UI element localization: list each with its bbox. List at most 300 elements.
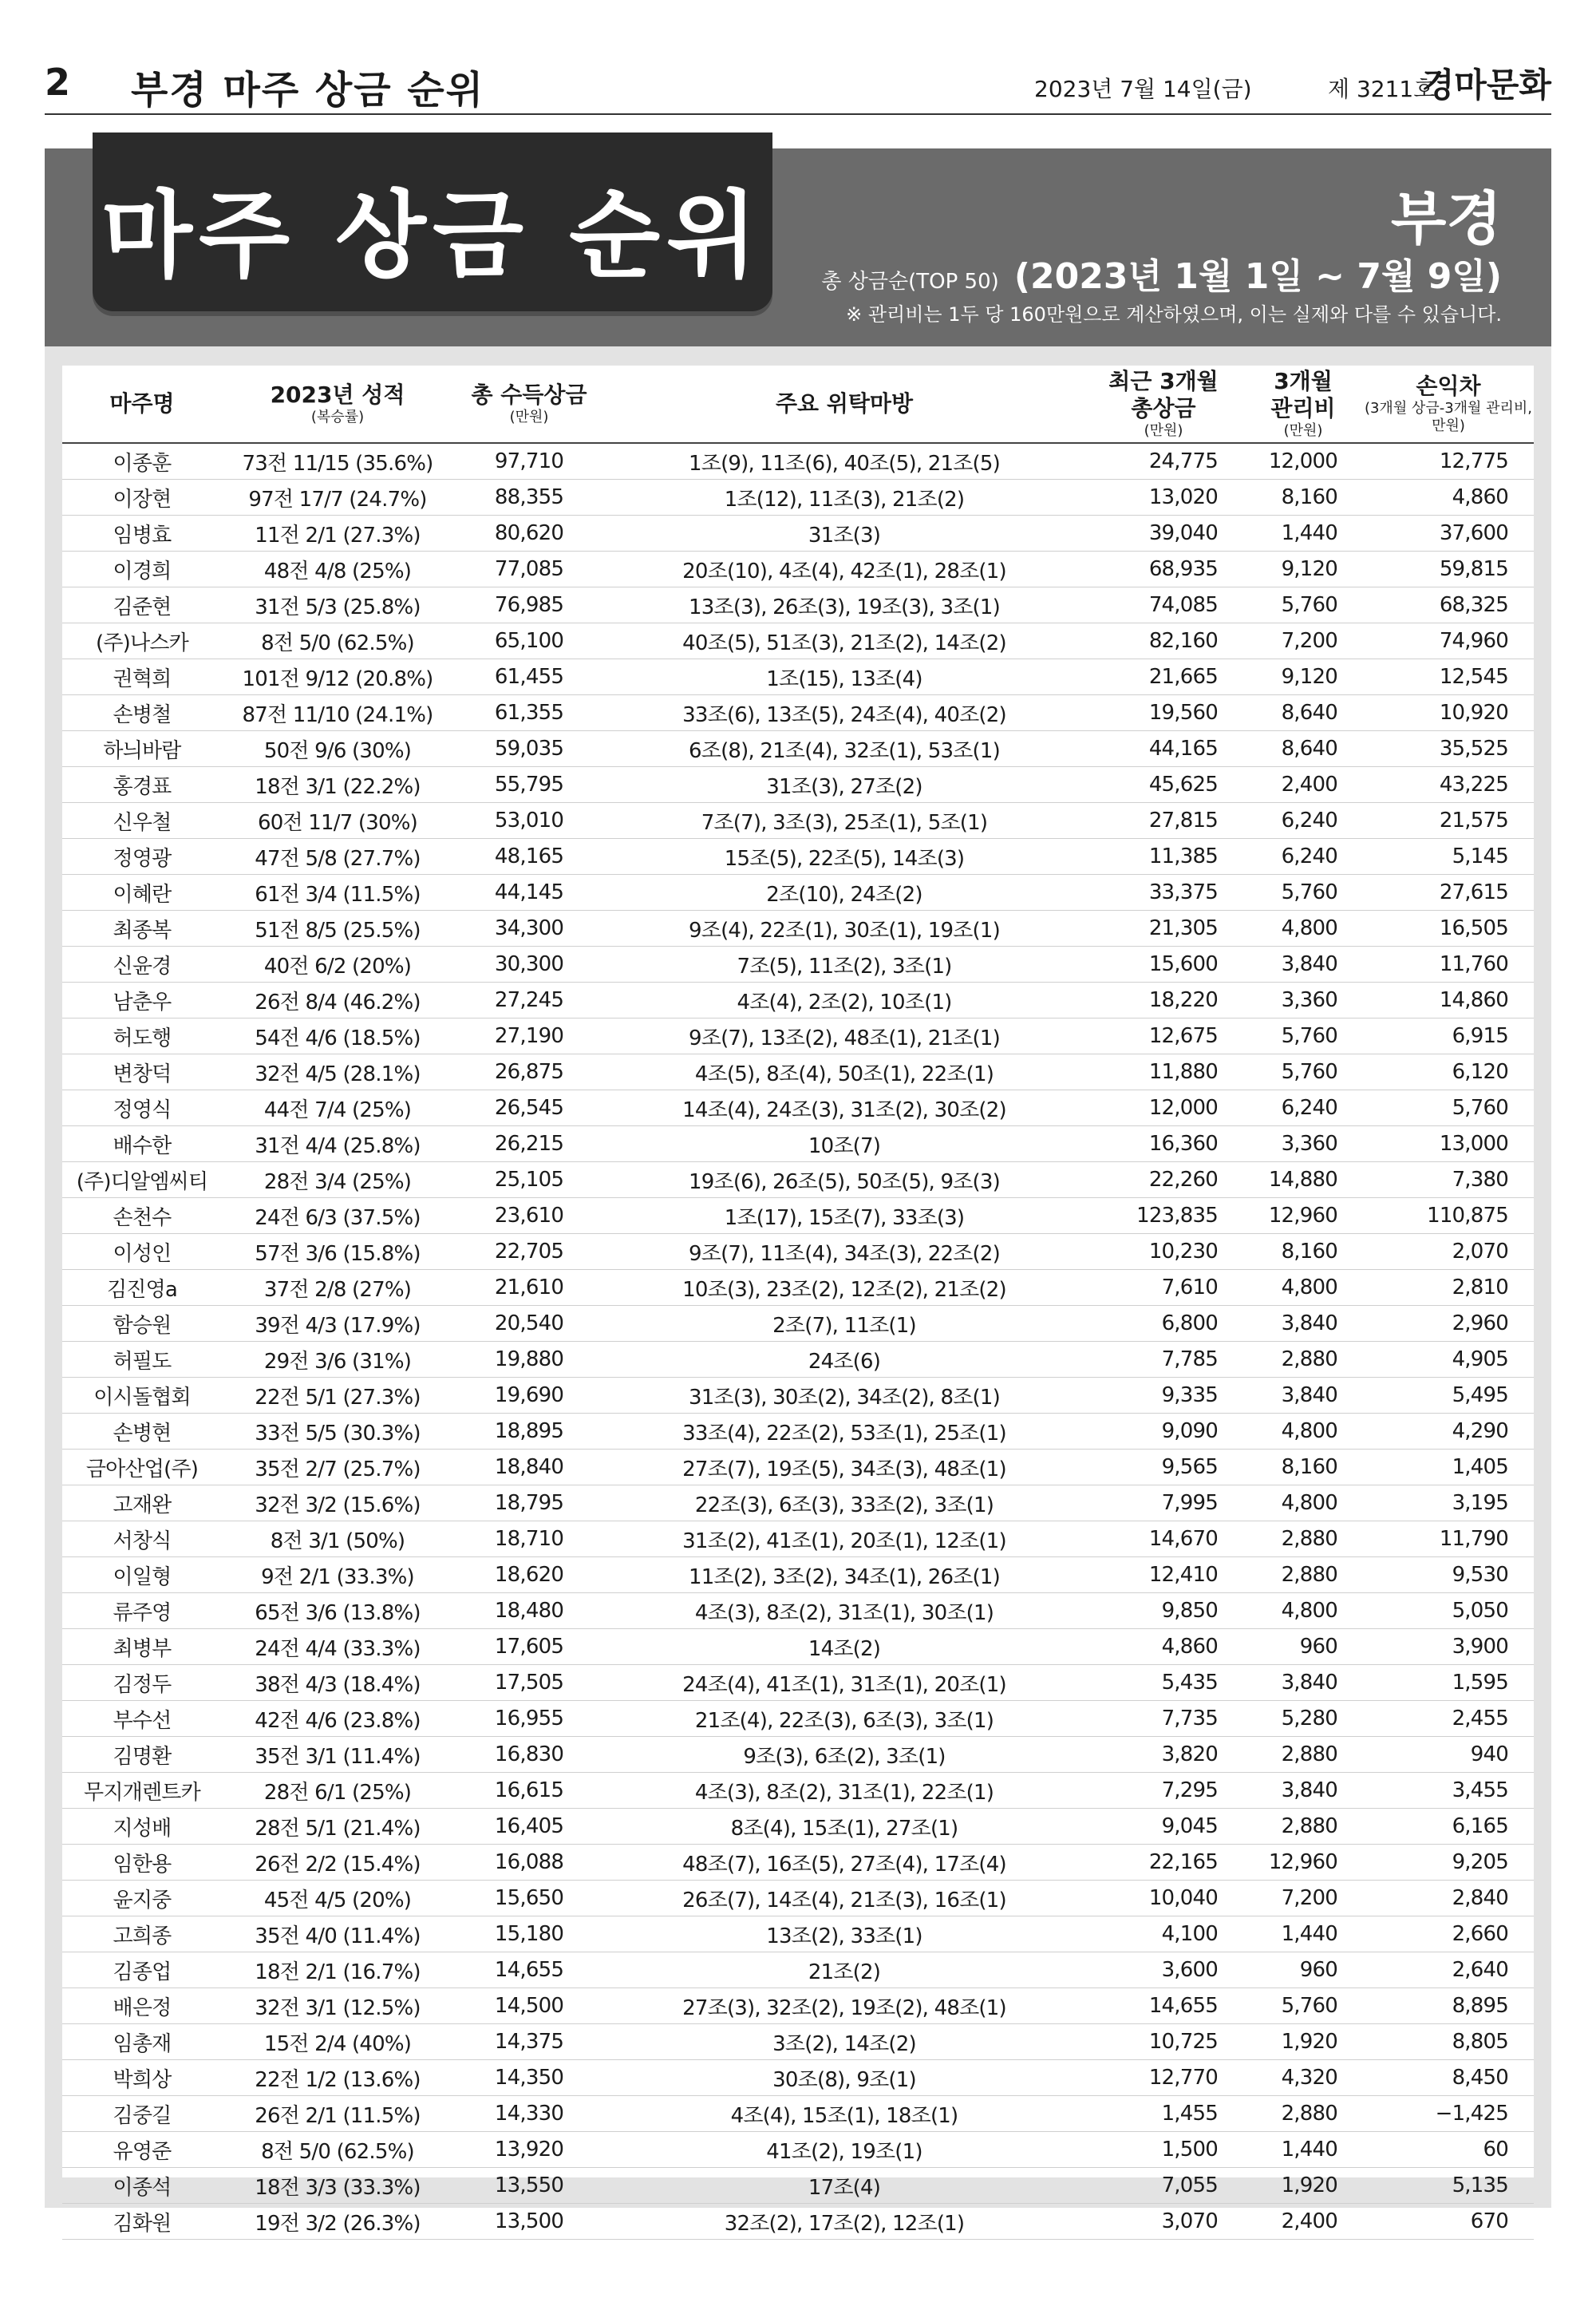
table-row [62,1450,1534,1485]
profit-cell: 110,875 [1363,1198,1534,1234]
fee-cell: 3,840 [1243,1665,1363,1701]
owner-name-cell: 이종훈 [62,443,222,480]
table-row [62,767,1534,803]
table-row [62,1557,1534,1593]
owner-name-cell: 정영광 [62,839,222,875]
owner-name-cell: 이일형 [62,1557,222,1593]
stables-cell: 2조(10), 24조(2) [605,875,1084,911]
table-row [62,1198,1534,1234]
profit-cell: 8,895 [1363,1988,1534,2024]
total-prize-cell: 76,985 [453,587,605,623]
profit-cell: 5,145 [1363,839,1534,875]
col-recent-3mo-prize: 최근 3개월 총상금 (만원) [1084,366,1243,443]
stables-cell: 27조(7), 19조(5), 34조(3), 48조(1) [605,1450,1084,1485]
fee-cell: 8,160 [1243,1234,1363,1270]
table-row [62,1665,1534,1701]
stables-cell: 17조(4) [605,2168,1084,2204]
stables-cell: 1조(12), 11조(3), 21조(2) [605,480,1084,516]
owner-name-cell: 무지개렌트카 [62,1773,222,1809]
total-prize-cell: 80,620 [453,516,605,552]
fee-cell: 2,880 [1243,1342,1363,1378]
record-cell: 47전 5/8 (27.7%) [222,839,453,875]
recent-prize-cell: 4,100 [1084,1916,1243,1952]
stables-cell: 9조(4), 22조(1), 30조(1), 19조(1) [605,911,1084,947]
owner-name-cell: 이경희 [62,552,222,587]
owner-name-cell: 허도행 [62,1018,222,1054]
total-prize-cell: 17,505 [453,1665,605,1701]
recent-prize-cell: 7,610 [1084,1270,1243,1306]
table-row [62,1162,1534,1198]
col-3mo-fee: 3개월 관리비 (만원) [1243,366,1363,443]
region-label: 부경 [1390,185,1502,252]
col-owner-name: 마주명 [62,366,222,443]
record-cell: 24전 4/4 (33.3%) [222,1629,453,1665]
table-row [62,1809,1534,1845]
table-panel [62,366,1534,2236]
total-prize-cell: 18,895 [453,1414,605,1450]
profit-cell: 2,070 [1363,1234,1534,1270]
recent-prize-cell: 3,070 [1084,2204,1243,2240]
table-row [62,1054,1534,1090]
profit-cell: 5,760 [1363,1090,1534,1126]
fee-cell: 6,240 [1243,803,1363,839]
record-cell: 26전 2/2 (15.4%) [222,1845,453,1881]
record-cell: 22전 1/2 (13.6%) [222,2060,453,2096]
total-prize-cell: 53,010 [453,803,605,839]
record-cell: 45전 4/5 (20%) [222,1881,453,1916]
period-line [821,247,1502,299]
table-row [62,1414,1534,1450]
recent-prize-cell: 13,020 [1084,480,1243,516]
recent-prize-cell: 16,360 [1084,1126,1243,1162]
fee-cell: 1,440 [1243,2132,1363,2168]
owner-name-cell: 윤지중 [62,1881,222,1916]
table-row [62,1773,1534,1809]
profit-cell: 14,860 [1363,983,1534,1018]
recent-prize-cell: 12,000 [1084,1090,1243,1126]
total-prize-cell: 25,105 [453,1162,605,1198]
record-cell: 44전 7/4 (25%) [222,1090,453,1126]
record-cell: 31전 4/4 (25.8%) [222,1126,453,1162]
recent-prize-cell: 10,230 [1084,1234,1243,1270]
total-prize-cell: 13,550 [453,2168,605,2204]
recent-prize-cell: 27,815 [1084,803,1243,839]
stables-cell: 22조(3), 6조(3), 33조(2), 3조(1) [605,1485,1084,1521]
period-label: 총 상금순(TOP 50) [821,270,999,294]
stables-cell: 9조(3), 6조(2), 3조(1) [605,1737,1084,1773]
owner-name-cell: 손천수 [62,1198,222,1234]
fee-cell: 2,880 [1243,1737,1363,1773]
profit-cell: 3,195 [1363,1485,1534,1521]
profit-cell: 59,815 [1363,552,1534,587]
owner-name-cell: 배은정 [62,1988,222,2024]
stables-cell: 9조(7), 11조(4), 34조(3), 22조(2) [605,1234,1084,1270]
total-prize-cell: 16,088 [453,1845,605,1881]
record-cell: 28전 5/1 (21.4%) [222,1809,453,1845]
table-row [62,2096,1534,2132]
owner-name-cell: 부수선 [62,1701,222,1737]
owner-name-cell: 임총재 [62,2024,222,2060]
page-header [45,56,1551,115]
total-prize-cell: 15,180 [453,1916,605,1952]
record-cell: 18전 2/1 (16.7%) [222,1952,453,1988]
col-2023-record: 2023년 성적 (복승률) [222,366,453,443]
recent-prize-cell: 22,260 [1084,1162,1243,1198]
total-prize-cell: 65,100 [453,623,605,659]
recent-prize-cell: 82,160 [1084,623,1243,659]
profit-cell: 940 [1363,1737,1534,1773]
owner-name-cell: 김명환 [62,1737,222,1773]
record-cell: 35전 4/0 (11.4%) [222,1916,453,1952]
profit-cell: 37,600 [1363,516,1534,552]
table-row [62,1701,1534,1737]
fee-cell: 3,360 [1243,983,1363,1018]
stables-cell: 48조(7), 16조(5), 27조(4), 17조(4) [605,1845,1084,1881]
recent-prize-cell: 3,820 [1084,1737,1243,1773]
profit-cell: 3,900 [1363,1629,1534,1665]
record-cell: 87전 11/10 (24.1%) [222,695,453,731]
fee-cell: 2,880 [1243,1809,1363,1845]
recent-prize-cell: 33,375 [1084,875,1243,911]
total-prize-cell: 48,165 [453,839,605,875]
fee-cell: 5,760 [1243,875,1363,911]
table-row [62,2132,1534,2168]
table-row [62,2168,1534,2204]
record-cell: 8전 5/0 (62.5%) [222,623,453,659]
stables-cell: 33조(4), 22조(2), 53조(1), 25조(1) [605,1414,1084,1450]
owner-name-cell: 김화원 [62,2204,222,2240]
recent-prize-cell: 24,775 [1084,443,1243,480]
record-cell: 33전 5/5 (30.3%) [222,1414,453,1450]
fee-cell: 8,160 [1243,480,1363,516]
fee-cell: 6,240 [1243,839,1363,875]
table-row [62,695,1534,731]
fee-cell: 2,400 [1243,2204,1363,2240]
recent-prize-cell: 14,670 [1084,1521,1243,1557]
stables-cell: 33조(6), 13조(5), 24조(4), 40조(2) [605,695,1084,731]
table-row [62,1952,1534,1988]
fee-cell: 2,880 [1243,1521,1363,1557]
total-prize-cell: 16,830 [453,1737,605,1773]
record-cell: 39전 4/3 (17.9%) [222,1306,453,1342]
col-main-stables: 주요 위탁마방 [605,366,1084,443]
table-row [62,623,1534,659]
table-row [62,587,1534,623]
profit-cell: 670 [1363,2204,1534,2240]
owner-name-cell: 임병효 [62,516,222,552]
table-row [62,911,1534,947]
profit-cell: 9,530 [1363,1557,1534,1593]
owner-name-cell: 정영식 [62,1090,222,1126]
table-row [62,1018,1534,1054]
total-prize-cell: 15,650 [453,1881,605,1916]
record-cell: 32전 3/1 (12.5%) [222,1988,453,2024]
fee-cell: 14,880 [1243,1162,1363,1198]
total-prize-cell: 18,620 [453,1557,605,1593]
recent-prize-cell: 19,560 [1084,695,1243,731]
stables-cell: 1조(9), 11조(6), 40조(5), 21조(5) [605,443,1084,480]
fee-cell: 5,280 [1243,1701,1363,1737]
recent-prize-cell: 10,040 [1084,1881,1243,1916]
total-prize-cell: 26,215 [453,1126,605,1162]
owner-name-cell: 최병부 [62,1629,222,1665]
fee-cell: 2,400 [1243,767,1363,803]
profit-cell: 43,225 [1363,767,1534,803]
total-prize-cell: 26,875 [453,1054,605,1090]
record-cell: 26전 2/1 (11.5%) [222,2096,453,2132]
profit-cell: 9,205 [1363,1845,1534,1881]
fee-cell: 7,200 [1243,623,1363,659]
recent-prize-cell: 11,385 [1084,839,1243,875]
stables-cell: 1조(17), 15조(7), 33조(3) [605,1198,1084,1234]
table-row [62,2060,1534,2096]
recent-prize-cell: 9,090 [1084,1414,1243,1450]
stables-cell: 21조(2) [605,1952,1084,1988]
total-prize-cell: 18,795 [453,1485,605,1521]
total-prize-cell: 23,610 [453,1198,605,1234]
fee-cell: 12,960 [1243,1845,1363,1881]
fee-cell: 1,920 [1243,2168,1363,2204]
owner-name-cell: (주)디알엠씨티 [62,1162,222,1198]
table-row [62,1988,1534,2024]
record-cell: 40전 6/2 (20%) [222,947,453,983]
record-cell: 19전 3/2 (26.3%) [222,2204,453,2240]
owner-name-cell: 지성배 [62,1809,222,1845]
fee-cell: 8,640 [1243,731,1363,767]
owner-name-cell: 김중길 [62,2096,222,2132]
owner-name-cell: 최종복 [62,911,222,947]
owner-name-cell: 유영준 [62,2132,222,2168]
fee-cell: 8,160 [1243,1450,1363,1485]
title-banner [45,148,1551,346]
record-cell: 22전 5/1 (27.3%) [222,1378,453,1414]
profit-cell: 12,545 [1363,659,1534,695]
total-prize-cell: 61,455 [453,659,605,695]
record-cell: 54전 4/6 (18.5%) [222,1018,453,1054]
stables-cell: 31조(3), 30조(2), 34조(2), 8조(1) [605,1378,1084,1414]
fee-cell: 3,360 [1243,1126,1363,1162]
profit-cell: 13,000 [1363,1126,1534,1162]
recent-prize-cell: 6,800 [1084,1306,1243,1342]
period-range: (2023년 1월 1일 ~ 7월 9일) [1013,256,1502,297]
title-box [93,133,772,311]
profit-cell: 2,810 [1363,1270,1534,1306]
owner-name-cell: 변창덕 [62,1054,222,1090]
owner-name-cell: 김준현 [62,587,222,623]
owner-name-cell: 류주영 [62,1593,222,1629]
stables-cell: 19조(6), 26조(5), 50조(5), 9조(3) [605,1162,1084,1198]
owner-name-cell: 이성인 [62,1234,222,1270]
table-row [62,1737,1534,1773]
fee-cell: 9,120 [1243,552,1363,587]
owner-name-cell: 손병현 [62,1414,222,1450]
owner-name-cell: 허필도 [62,1342,222,1378]
profit-cell: 1,405 [1363,1450,1534,1485]
table-row [62,1916,1534,1952]
record-cell: 11전 2/1 (27.3%) [222,516,453,552]
profit-cell: 21,575 [1363,803,1534,839]
record-cell: 32전 4/5 (28.1%) [222,1054,453,1090]
record-cell: 97전 17/7 (24.7%) [222,480,453,516]
profit-cell: 6,165 [1363,1809,1534,1845]
total-prize-cell: 97,710 [453,443,605,480]
owner-name-cell: 배수한 [62,1126,222,1162]
profit-cell: 16,505 [1363,911,1534,947]
profit-cell: 74,960 [1363,623,1534,659]
recent-prize-cell: 12,770 [1084,2060,1243,2096]
fee-cell: 6,240 [1243,1090,1363,1126]
owner-name-cell: 손병철 [62,695,222,731]
fee-cell: 5,760 [1243,1054,1363,1090]
stables-cell: 41조(2), 19조(1) [605,2132,1084,2168]
total-prize-cell: 14,500 [453,1988,605,2024]
fee-cell: 4,800 [1243,1414,1363,1450]
record-cell: 31전 5/3 (25.8%) [222,587,453,623]
recent-prize-cell: 123,835 [1084,1198,1243,1234]
recent-prize-cell: 44,165 [1084,731,1243,767]
record-cell: 8전 5/0 (62.5%) [222,2132,453,2168]
fee-cell: 12,000 [1243,443,1363,480]
total-prize-cell: 59,035 [453,731,605,767]
stables-cell: 20조(10), 4조(4), 42조(1), 28조(1) [605,552,1084,587]
total-prize-cell: 44,145 [453,875,605,911]
total-prize-cell: 16,955 [453,1701,605,1737]
record-cell: 8전 3/1 (50%) [222,1521,453,1557]
recent-prize-cell: 21,305 [1084,911,1243,947]
main-title: 마주 상금 순위 [101,180,764,291]
recent-prize-cell: 22,165 [1084,1845,1243,1881]
total-prize-cell: 13,920 [453,2132,605,2168]
table-row [62,731,1534,767]
owner-name-cell: 함승원 [62,1306,222,1342]
table-header-row [62,366,1534,443]
record-cell: 35전 2/7 (25.7%) [222,1450,453,1485]
recent-prize-cell: 45,625 [1084,767,1243,803]
record-cell: 15전 2/4 (40%) [222,2024,453,2060]
stables-cell: 1조(15), 13조(4) [605,659,1084,695]
stables-cell: 9조(7), 13조(2), 48조(1), 21조(1) [605,1018,1084,1054]
profit-cell: 3,455 [1363,1773,1534,1809]
recent-prize-cell: 3,600 [1084,1952,1243,1988]
record-cell: 29전 3/6 (31%) [222,1342,453,1378]
section-title: 부경 마주 상금 순위 [131,68,485,113]
profit-cell: 60 [1363,2132,1534,2168]
record-cell: 51전 8/5 (25.5%) [222,911,453,947]
owner-name-cell: 금아산업(주) [62,1450,222,1485]
col-profit-diff: 손익차 (3개월 상금-3개월 관리비, 만원) [1363,366,1534,443]
table-row [62,1881,1534,1916]
recent-prize-cell: 1,500 [1084,2132,1243,2168]
fee-cell: 4,800 [1243,1485,1363,1521]
fee-cell: 4,320 [1243,2060,1363,2096]
recent-prize-cell: 12,410 [1084,1557,1243,1593]
owner-prize-table [62,366,1534,2240]
profit-cell: 1,595 [1363,1665,1534,1701]
table-row [62,1593,1534,1629]
recent-prize-cell: 9,045 [1084,1809,1243,1845]
stables-cell: 10조(7) [605,1126,1084,1162]
table-row [62,1090,1534,1126]
table-row [62,1234,1534,1270]
record-cell: 57전 3/6 (15.8%) [222,1234,453,1270]
owner-name-cell: 이혜란 [62,875,222,911]
total-prize-cell: 18,710 [453,1521,605,1557]
stables-cell: 4조(3), 8조(2), 31조(1), 22조(1) [605,1773,1084,1809]
recent-prize-cell: 10,725 [1084,2024,1243,2060]
table-row [62,2204,1534,2240]
recent-prize-cell: 9,335 [1084,1378,1243,1414]
recent-prize-cell: 7,735 [1084,1701,1243,1737]
record-cell: 28전 6/1 (25%) [222,1773,453,1809]
record-cell: 38전 4/3 (18.4%) [222,1665,453,1701]
record-cell: 101전 9/12 (20.8%) [222,659,453,695]
recent-prize-cell: 9,565 [1084,1450,1243,1485]
owner-name-cell: 홍경표 [62,767,222,803]
table-row [62,803,1534,839]
recent-prize-cell: 18,220 [1084,983,1243,1018]
profit-cell: 6,915 [1363,1018,1534,1054]
profit-cell: 11,760 [1363,947,1534,983]
owner-name-cell: 김종업 [62,1952,222,1988]
recent-prize-cell: 7,995 [1084,1485,1243,1521]
fee-note: ※ 관리비는 1두 당 160만원으로 계산하였으며, 이는 실제와 다를 수 있습니다. [846,303,1502,326]
record-cell: 26전 8/4 (46.2%) [222,983,453,1018]
total-prize-cell: 21,610 [453,1270,605,1306]
total-prize-cell: 61,355 [453,695,605,731]
fee-cell: 960 [1243,1629,1363,1665]
total-prize-cell: 34,300 [453,911,605,947]
fee-cell: 7,200 [1243,1881,1363,1916]
total-prize-cell: 18,480 [453,1593,605,1629]
owner-name-cell: 김정두 [62,1665,222,1701]
recent-prize-cell: 12,675 [1084,1018,1243,1054]
fee-cell: 4,800 [1243,1593,1363,1629]
stables-cell: 3조(2), 14조(2) [605,2024,1084,2060]
total-prize-cell: 26,545 [453,1090,605,1126]
fee-cell: 1,440 [1243,516,1363,552]
profit-cell: 7,380 [1363,1162,1534,1198]
total-prize-cell: 22,705 [453,1234,605,1270]
profit-cell: 8,805 [1363,2024,1534,2060]
stables-cell: 4조(5), 8조(4), 50조(1), 22조(1) [605,1054,1084,1090]
profit-cell: 10,920 [1363,695,1534,731]
table-row [62,443,1534,480]
recent-prize-cell: 14,655 [1084,1988,1243,2024]
fee-cell: 1,440 [1243,1916,1363,1952]
profit-cell: 68,325 [1363,587,1534,623]
table-row [62,2024,1534,2060]
profit-cell: 6,120 [1363,1054,1534,1090]
table-row [62,1521,1534,1557]
page-number: 2 [45,61,71,104]
record-cell: 32전 3/2 (15.6%) [222,1485,453,1521]
recent-prize-cell: 39,040 [1084,516,1243,552]
total-prize-cell: 14,350 [453,2060,605,2096]
stables-cell: 31조(3) [605,516,1084,552]
owner-name-cell: 고재완 [62,1485,222,1521]
record-cell: 28전 3/4 (25%) [222,1162,453,1198]
recent-prize-cell: 74,085 [1084,587,1243,623]
record-cell: 42전 4/6 (23.8%) [222,1701,453,1737]
fee-cell: 3,840 [1243,947,1363,983]
fee-cell: 8,640 [1243,695,1363,731]
total-prize-cell: 14,330 [453,2096,605,2132]
recent-prize-cell: 68,935 [1084,552,1243,587]
total-prize-cell: 16,405 [453,1809,605,1845]
total-prize-cell: 55,795 [453,767,605,803]
owner-name-cell: 이종석 [62,2168,222,2204]
stables-cell: 4조(4), 2조(2), 10조(1) [605,983,1084,1018]
